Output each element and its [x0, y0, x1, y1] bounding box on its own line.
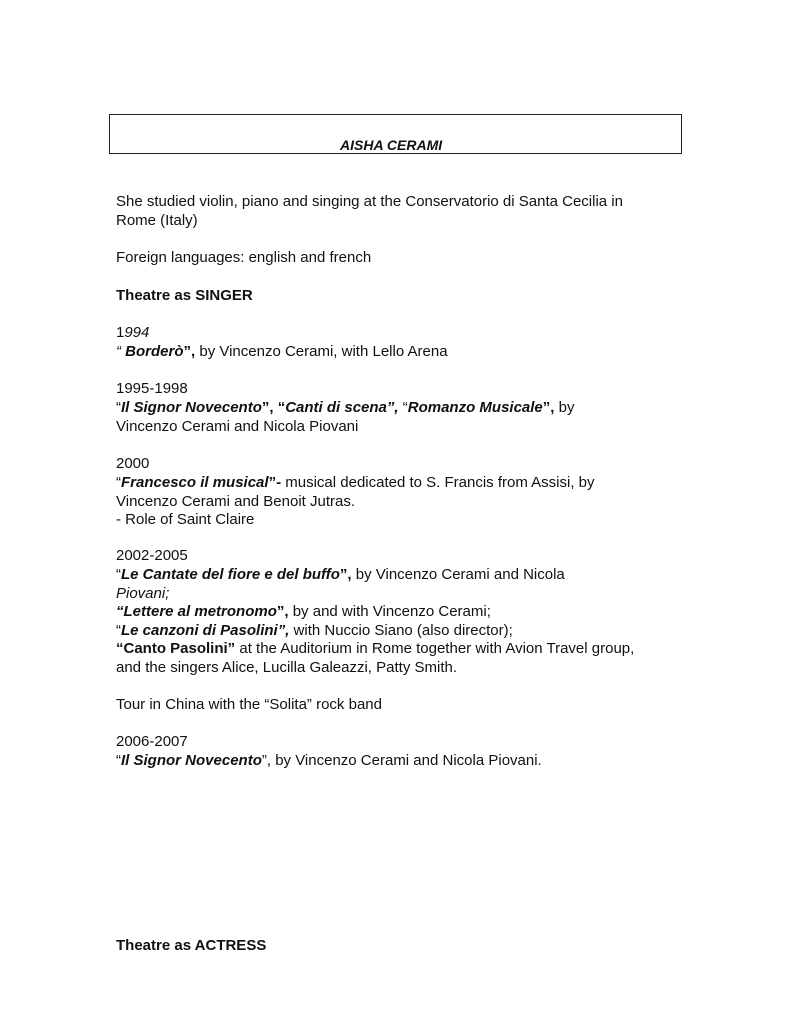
entry-2006-year: 2006-2007: [116, 733, 188, 750]
quote: “: [116, 622, 121, 639]
studies-line-2: Rome (Italy): [116, 212, 198, 229]
entry-1995-year: 1995-1998: [116, 380, 188, 397]
quote-open: “: [116, 343, 126, 360]
entry-2000-line-2: Vincenzo Cerami and Benoit Jutras.: [116, 493, 356, 510]
entry-text: ”, by Vincenzo Cerami and Nicola Piovani.: [261, 752, 542, 769]
quote: ”,: [339, 566, 352, 583]
studies-line-1: She studied violin, piano and singing at the Conservatorio di Santa Cecilia in: [116, 193, 623, 210]
languages-line: Foreign languages: english and french: [116, 249, 372, 266]
quote: “: [398, 399, 408, 416]
entry-1994-year: [116, 324, 149, 342]
tour-line: Tour in China with the “Solita” rock band: [116, 696, 382, 713]
work-title: Romanzo Musicale: [407, 399, 543, 416]
entry-text: by Vincenzo Cerami and Nicola: [351, 566, 565, 583]
work-title: Francesco il musical: [121, 474, 269, 491]
year-rest: 994: [124, 324, 150, 341]
entry-text: musical dedicated to S. Francis from Assisi, by: [281, 474, 595, 491]
work-title: Le canzoni di Pasolini”,: [121, 622, 290, 639]
quote: “: [116, 399, 121, 416]
work-title: “Lettere al metronomo: [116, 603, 277, 620]
work-title: Borderò: [125, 343, 184, 360]
work-title: Il Signor Novecento: [121, 752, 262, 769]
entry-text: with Nuccio Siano (also director);: [289, 622, 513, 639]
entry-1995-line-2: Vincenzo Cerami and Nicola Piovani: [116, 418, 359, 435]
work-title: Il Signor Novecento: [121, 399, 262, 416]
quote: “: [116, 566, 121, 583]
entry-2002-line-1: [116, 566, 565, 584]
work-title: Canti di scena”,: [285, 399, 399, 416]
singer-heading: Theatre as SINGER: [116, 287, 253, 304]
work-title: Le Cantate del fiore e del buffo: [121, 566, 340, 583]
quote: “: [116, 752, 121, 769]
entry-2000-line-3: - Role of Saint Claire: [116, 511, 255, 528]
entry-2002-line-3: [116, 603, 491, 621]
entry-2002-line-4: [116, 622, 513, 640]
entry-2006-line-1: [116, 752, 542, 770]
actress-heading: Theatre as ACTRESS: [116, 937, 267, 954]
entry-text: by and with Vincenzo Cerami;: [288, 603, 491, 620]
quote-close: ”,: [183, 343, 196, 360]
entry-text: by: [554, 399, 575, 416]
quote: ”,: [276, 603, 289, 620]
entry-2002-line-2: Piovani;: [116, 585, 170, 602]
entry-2002-year: 2002-2005: [116, 547, 188, 564]
quote: ”,: [542, 399, 555, 416]
quote: ”, “: [261, 399, 286, 416]
entry-2000-year: 2000: [116, 455, 150, 472]
entry-text: by Vincenzo Cerami, with Lello Arena: [195, 343, 448, 360]
entry-1994-line: [116, 343, 448, 361]
entry-2000-line-1: [116, 474, 595, 492]
page-title: AISHA CERAMI: [340, 137, 443, 153]
entry-2002-line-6: and the singers Alice, Lucilla Galeazzi, Patty Smith.: [116, 659, 458, 676]
work-title: “Canto Pasolini”: [116, 640, 236, 657]
quote: “: [116, 474, 121, 491]
entry-1995-line-1: [116, 399, 574, 417]
year-digit: 1: [116, 324, 125, 341]
entry-2002-line-5: [116, 640, 634, 658]
quote: ”-: [268, 474, 282, 491]
entry-text: at the Auditorium in Rome together with Avion Travel group,: [235, 640, 635, 657]
